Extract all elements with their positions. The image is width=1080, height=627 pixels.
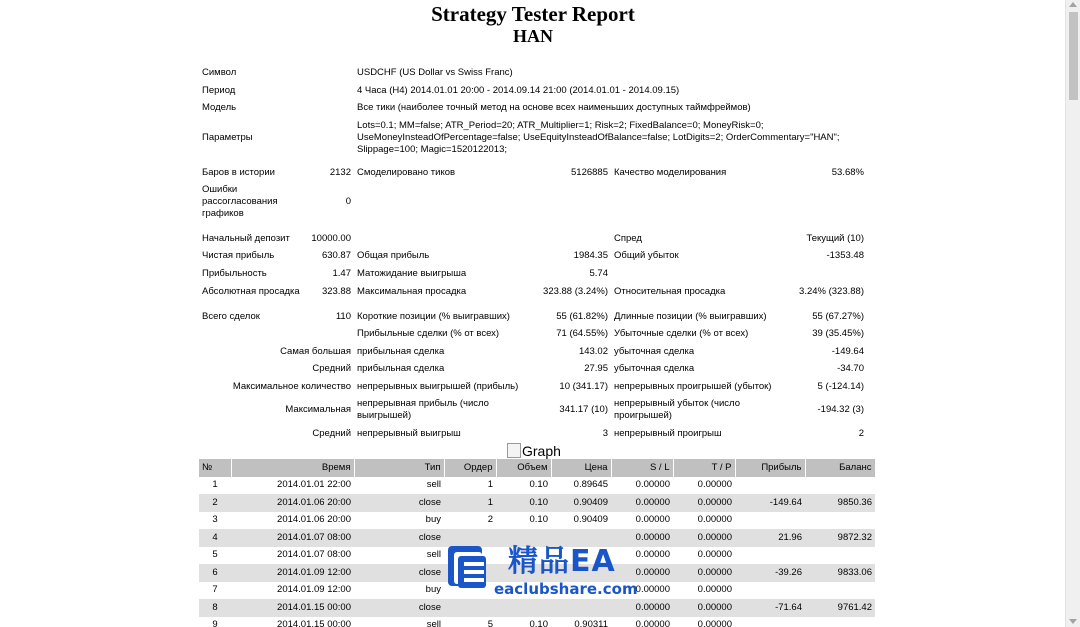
cell-order: 2 <box>487 514 493 526</box>
avg-consecutive-wins-label: непрерывный выигрыш <box>357 428 461 439</box>
cell-sl: 0.00000 <box>611 529 673 547</box>
cell-profit: 21.96 <box>735 529 805 547</box>
scroll-down-arrow-icon[interactable] <box>1069 619 1077 624</box>
cell-profit: -71.64 <box>735 599 805 617</box>
cell-tp: 0.00000 <box>697 619 732 627</box>
cell-number: 5 <box>212 549 218 561</box>
cell-profit <box>735 512 805 530</box>
largest-loss-value: -149.64 <box>831 346 864 357</box>
col-time-header: Время <box>231 459 354 477</box>
symbol-label: Символ <box>202 67 237 78</box>
largest-profit-label: прибыльная сделка <box>357 346 445 357</box>
cell-volume: 0.10 <box>529 479 548 491</box>
gross-profit-label: Общая прибыль <box>357 250 430 261</box>
parameters-label: Параметры <box>202 132 253 143</box>
cell-balance: 9833.06 <box>805 564 875 582</box>
average-label: Средний <box>312 363 351 374</box>
loss-trades-value: 39 (35.45%) <box>812 328 864 339</box>
watermark-logo-icon <box>446 542 490 594</box>
maximal-profit-value: 341.17 (10) <box>559 404 608 415</box>
col-price-header: Цена <box>551 459 611 477</box>
col-profit-header: Прибыль <box>735 459 805 477</box>
cell-tp: 0.00000 <box>697 514 732 526</box>
cell-time: 2014.01.09 12:00 <box>231 564 354 582</box>
long-positions-value: 55 (67.27%) <box>812 311 864 322</box>
report-name: HAN <box>513 26 553 46</box>
model-label: Модель <box>202 102 237 113</box>
cell-profit <box>735 617 805 627</box>
average-profit-value: 27.95 <box>584 363 608 374</box>
scroll-up-arrow-icon[interactable] <box>1069 2 1077 7</box>
rel-drawdown-value: 3.24% (323.88) <box>799 286 864 297</box>
long-positions-label: Длинные позиции (% выигравших) <box>614 311 767 322</box>
cell-type: close <box>354 494 444 512</box>
profit-factor-label: Прибыльность <box>202 268 267 279</box>
parameters-value: Lots=0.1; MM=false; ATR_Period=20; ATR_Multiplier=1; Risk=2; FixedBalance=0; MoneyRisk=0; UseMoneyInsteadOfPercentage=false; UseEquityInsteadOfBalance=false; LotDigits=2; OrderCommentary="HAN"; Slippage=100; Magic=1520122013; <box>357 120 840 155</box>
average-loss-value: -34.70 <box>837 363 864 374</box>
cell-sl: 0.00000 <box>611 494 673 512</box>
cell-number: 6 <box>199 564 231 582</box>
table-row <box>199 512 875 530</box>
max-consecutive-losses-value: 5 (-124.14) <box>817 381 864 392</box>
max-drawdown-label: Максимальная просадка <box>357 286 467 297</box>
cell-price: 0.89645 <box>573 479 608 491</box>
cell-tp: 0.00000 <box>673 494 735 512</box>
cell-sl: 0.00000 <box>635 549 670 561</box>
quality-label: Качество моделирования <box>614 167 727 178</box>
cell-number: 2 <box>199 494 231 512</box>
watermark <box>446 536 636 606</box>
cell-profit: -149.64 <box>735 494 805 512</box>
scrollbar-thumb[interactable] <box>1069 12 1078 100</box>
ticks-value: 5126885 <box>571 167 608 178</box>
watermark-brand: 精品EA <box>508 544 616 579</box>
cell-type: sell <box>426 479 441 491</box>
cell-type: buy <box>425 584 441 596</box>
bars-value: 2132 <box>329 167 351 178</box>
cell-time: 2014.01.07 08:00 <box>231 529 354 547</box>
expected-payoff-value: 5.74 <box>589 268 608 279</box>
net-profit-label: Чистая прибыль <box>202 250 275 261</box>
cell-balance <box>805 547 875 565</box>
avg-consecutive-label: Средний <box>312 428 351 439</box>
cell-number: 9 <box>212 619 218 627</box>
cell-profit <box>735 582 805 600</box>
cell-type: sell <box>426 549 441 561</box>
cell-number: 3 <box>212 514 218 526</box>
maximal-profit-label: непрерывная прибыль (число выигрышей) <box>357 398 489 421</box>
cell-price: 0.90311 <box>574 619 608 627</box>
ticks-label: Смоделировано тиков <box>357 167 456 178</box>
symbol-value: USDCHF (US Dollar vs Swiss Franc) <box>357 67 513 78</box>
cell-profit <box>735 547 805 565</box>
maximal-loss-label: непрерывный убыток (число проигрышей) <box>614 398 740 421</box>
cell-volume: 0.10 <box>529 619 548 627</box>
cell-balance <box>805 582 875 600</box>
cell-type: close <box>354 599 444 617</box>
spread-value: Текущий (10) <box>806 233 864 244</box>
cell-type: sell <box>426 619 441 627</box>
largest-profit-value: 143.02 <box>578 346 608 357</box>
cell-time: 2014.01.07 08:00 <box>277 549 351 561</box>
profit-trades-label: Прибыльные сделки (% от всех) <box>357 328 500 339</box>
graph-image-broken <box>507 443 561 459</box>
graph-alt-text: Graph <box>522 443 561 459</box>
gross-loss-value: -1353.48 <box>826 250 864 261</box>
table-row <box>199 617 875 627</box>
broken-image-icon <box>507 443 521 458</box>
errors-value: 0 <box>345 196 351 207</box>
col-balance-header: Баланс <box>805 459 875 477</box>
max-drawdown-value: 323.88 (3.24%) <box>543 286 608 297</box>
cell-tp: 0.00000 <box>673 529 735 547</box>
cell-balance <box>805 617 875 627</box>
avg-consecutive-wins-value: 3 <box>602 428 608 439</box>
cell-sl: 0.00000 <box>611 599 673 617</box>
max-consecutive-wins-label: непрерывных выигрышей (прибыль) <box>357 381 519 392</box>
gross-loss-label: Общий убыток <box>614 250 679 261</box>
total-trades-label: Всего сделок <box>202 311 260 322</box>
gross-profit-value: 1984.35 <box>573 250 608 261</box>
cell-tp: 0.00000 <box>697 479 732 491</box>
cell-tp: 0.00000 <box>697 584 732 596</box>
col-order-header: Ордер <box>444 459 496 477</box>
short-positions-label: Короткие позиции (% выигравших) <box>357 311 510 322</box>
largest-label: Самая большая <box>280 346 351 357</box>
trades-header-row <box>199 459 875 477</box>
cell-profit: -39.26 <box>735 564 805 582</box>
largest-loss-label: убыточная сделка <box>614 346 695 357</box>
max-count-label: Максимальное количество <box>232 381 351 392</box>
maximal-loss-value: -194.32 (3) <box>817 404 864 415</box>
cell-number: 8 <box>199 599 231 617</box>
cell-time: 2014.01.06 20:00 <box>231 494 354 512</box>
cell-tp: 0.00000 <box>697 549 732 561</box>
cell-volume: 0.10 <box>496 494 551 512</box>
cell-time: 2014.01.15 00:00 <box>231 599 354 617</box>
profit-factor-value: 1.47 <box>332 268 351 279</box>
deposit-value: 10000.00 <box>311 233 351 244</box>
col-tp-header: T / P <box>673 459 735 477</box>
cell-price: 0.90409 <box>573 514 608 526</box>
cell-time: 2014.01.15 00:00 <box>277 619 351 627</box>
total-trades-value: 110 <box>335 311 351 322</box>
cell-tp: 0.00000 <box>673 564 735 582</box>
rel-drawdown-label: Относительная просадка <box>614 286 726 297</box>
cell-time: 2014.01.01 22:00 <box>277 479 351 491</box>
spread-label: Спред <box>614 233 642 244</box>
cell-order: 1 <box>487 479 493 491</box>
cell-order: 1 <box>444 494 496 512</box>
max-consecutive-wins-value: 10 (341.17) <box>559 381 608 392</box>
short-positions-value: 55 (61.82%) <box>556 311 608 322</box>
maximal-label: Максимальная <box>285 404 351 415</box>
cell-balance: 9761.42 <box>805 599 875 617</box>
cell-time: 2014.01.09 12:00 <box>277 584 351 596</box>
cell-sl: 0.00000 <box>611 564 673 582</box>
avg-consecutive-losses-value: 2 <box>858 428 864 439</box>
cell-price: 0.90409 <box>551 494 611 512</box>
cell-balance: 9850.36 <box>805 494 875 512</box>
cell-balance <box>805 512 875 530</box>
bars-label: Баров в истории <box>202 167 275 178</box>
cell-sl: 0.00000 <box>635 514 670 526</box>
errors-label: Ошибки рассогласования графиков <box>202 184 278 219</box>
report-title: Strategy Tester Report <box>431 2 635 26</box>
avg-consecutive-losses-label: непрерывный проигрыш <box>614 428 722 439</box>
period-value: 4 Часа (H4) 2014.01.01 20:00 - 2014.09.14 21:00 (2014.01.01 - 2014.09.15) <box>357 85 680 96</box>
cell-time: 2014.01.06 20:00 <box>277 514 351 526</box>
cell-balance: 9872.32 <box>805 529 875 547</box>
col-sl-header: S / L <box>611 459 673 477</box>
profit-trades-value: 71 (64.55%) <box>556 328 608 339</box>
cell-volume: 0.10 <box>529 514 548 526</box>
expected-payoff-label: Матожидание выигрыша <box>357 268 467 279</box>
cell-number: 4 <box>199 529 231 547</box>
cell-tp: 0.00000 <box>673 599 735 617</box>
cell-number: 7 <box>212 584 218 596</box>
cell-sl: 0.00000 <box>635 584 670 596</box>
cell-sl: 0.00000 <box>635 619 670 627</box>
model-value: Все тики (наиболее точный метод на основе всех наименьших доступных таймфреймов) <box>357 102 751 113</box>
net-profit-value: 630.87 <box>321 250 351 261</box>
table-row <box>199 477 875 495</box>
quality-value: 53.68% <box>831 167 864 178</box>
loss-trades-label: Убыточные сделки (% от всех) <box>614 328 749 339</box>
max-consecutive-losses-label: непрерывных проигрышей (убыток) <box>614 381 772 392</box>
abs-drawdown-value: 323.88 <box>321 286 351 297</box>
cell-type: close <box>354 529 444 547</box>
cell-sl: 0.00000 <box>635 479 670 491</box>
vertical-scrollbar[interactable] <box>1065 0 1080 627</box>
watermark-url: eaclubshare.com <box>494 580 638 598</box>
col-type-header: Тип <box>354 459 444 477</box>
abs-drawdown-label: Абсолютная просадка <box>202 286 300 297</box>
average-loss-label: убыточная сделка <box>614 363 695 374</box>
period-label: Период <box>202 85 236 96</box>
cell-balance <box>805 477 875 495</box>
average-profit-label: прибыльная сделка <box>357 363 445 374</box>
cell-order: 5 <box>487 619 493 627</box>
deposit-label: Начальный депозит <box>202 233 290 244</box>
cell-type: close <box>354 564 444 582</box>
cell-number: 1 <box>212 479 218 491</box>
cell-type: buy <box>425 514 441 526</box>
cell-profit <box>735 477 805 495</box>
col-volume-header: Объем <box>496 459 551 477</box>
col-number-header: № <box>199 459 231 477</box>
table-row <box>199 494 875 512</box>
